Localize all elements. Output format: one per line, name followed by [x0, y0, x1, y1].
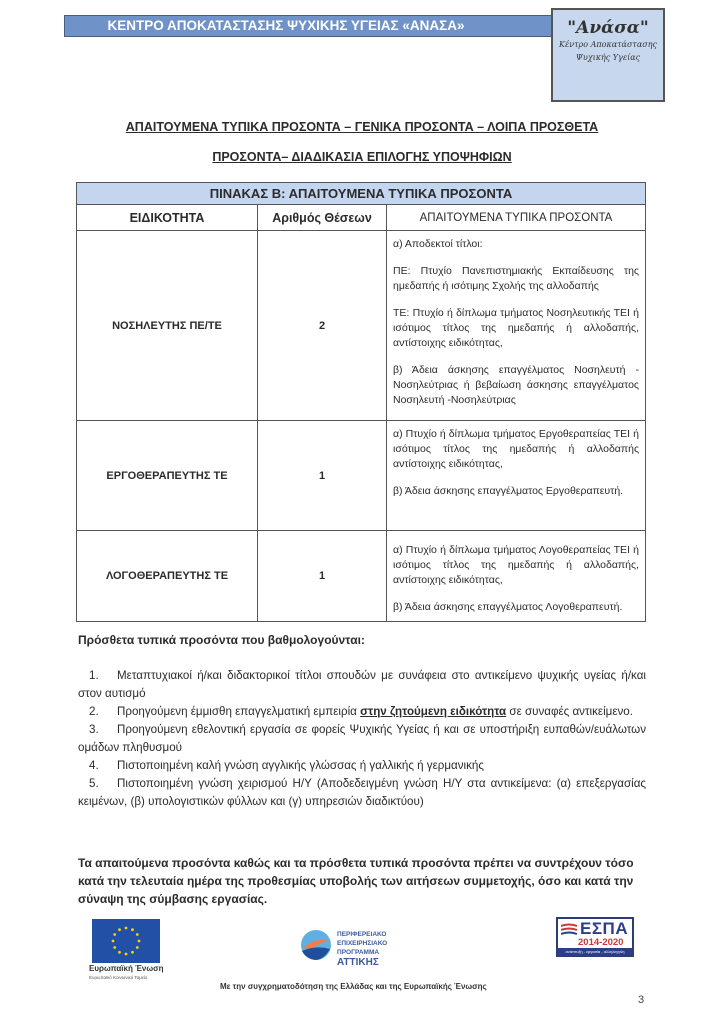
list-number: 1.	[89, 669, 99, 682]
list-text-emphasis: στην ζητούμενη ειδικότητα	[360, 705, 507, 718]
specialty-cell: ΝΟΣΗΛΕΥΤΗΣ ΠΕ/ΤΕ	[77, 231, 258, 421]
list-text: σε συναφές αντικείμενο.	[506, 705, 633, 718]
espa-title: ΕΣΠΑ	[580, 919, 629, 938]
positions-cell: 1	[258, 421, 387, 531]
banner-title: ΚΕΝΤΡΟ ΑΠΟΚΑΤΑΣΤΑΣΗΣ ΨΥΧΙΚΗΣ ΥΓΕΙΑΣ «ΑΝΑΣΑ»	[107, 18, 465, 33]
list-text: Πιστοποιημένη γνώση χειρισμού Η/Υ (Αποδεδειγμένη γνώση Η/Υ στα αντικείμενα: (α) επεξεργασίας κειμένων, (β) υπολογιστικών φύλλων και (γ) υπηρεσιών διαδικτύου)	[78, 777, 646, 808]
page-number: 3	[638, 994, 645, 1006]
header-banner	[64, 15, 552, 37]
column-header-specialty: ΕΙΔΙΚΟΤΗΤΑ	[77, 205, 258, 231]
positions-cell: 1	[258, 531, 387, 622]
list-item	[78, 721, 646, 757]
espa-logo	[556, 917, 634, 957]
requirements-table	[76, 182, 646, 622]
table-caption: ΠΙΝΑΚΑΣ Β: ΑΠΑΙΤΟΥΜΕΝΑ ΤΥΠΙΚΑ ΠΡΟΣΟΝΤΑ	[77, 183, 646, 205]
requirement-text: β) Άδεια άσκησης επαγγέλματος Λογοθεραπευτή.	[393, 601, 623, 613]
logo-name: "Ανάσα"	[567, 18, 649, 38]
eu-flag-icon	[92, 919, 160, 963]
requirement-text: ΤΕ: Πτυχίο ή δίπλωμα τμήματος Νοσηλευτικής ΤΕΙ ή ισότιμος τίτλος της ημεδαπής ή αλλοδαπής, αντίστοιχης ειδικότητας,	[393, 307, 639, 349]
pep-attica-logo-icon	[298, 927, 334, 968]
pep-line-2: ΕΠΙΧΕΙΡΗΣΙΑΚΟ	[337, 940, 388, 947]
logo-line-1: Κέντρο Αποκατάστασης	[559, 40, 657, 49]
list-number: 3.	[89, 723, 99, 736]
footer-text: Με την συγχρηματοδότηση της Ελλάδας και της Ευρωπαϊκής Ένωσης	[220, 982, 487, 991]
list-text: Προηγούμενη έμμισθη επαγγελματική εμπειρία	[117, 705, 361, 718]
logo-line-2: Ψυχικής Υγείας	[575, 53, 641, 62]
list-item	[78, 757, 646, 775]
anasa-logo	[551, 8, 665, 102]
column-header-positions: Αριθμός Θέσεων	[258, 205, 387, 231]
requirement-text: β) Άδεια άσκησης επαγγέλματος Εργοθεραπευτή.	[393, 485, 624, 497]
pep-line-4: ΑΤΤΙΚΗΣ	[337, 957, 379, 968]
positions-cell: 2	[258, 231, 387, 421]
requirements-cell	[387, 531, 646, 622]
requirements-cell	[387, 231, 646, 421]
list-number: 4.	[89, 759, 99, 772]
list-text: Πιστοποιημένη καλή γνώση αγγλικής γλώσσας ή γαλλικής ή γερμανικής	[117, 759, 484, 772]
pep-line-1: ΠΕΡΙΦΕΡΕΙΑΚΟ	[337, 931, 387, 938]
page-title-line-1: ΑΠΑΙΤΟΥΜΕΝΑ ΤΥΠΙΚΑ ΠΡΟΣΟΝΤΑ – ΓΕΝΙΚΑ ΠΡΟΣΟΝΤΑ – ΛΟΙΠΑ ΠΡΟΣΘΕΤΑ	[125, 120, 599, 134]
page-title-line-2: ΠΡΟΣΟΝΤΑ– ΔΙΑΔΙΚΑΣΙΑ ΕΠΙΛΟΓΗΣ ΥΠΟΨΗΦΙΩΝ	[212, 150, 512, 164]
extra-qualifications-list	[78, 667, 646, 811]
eu-caption: Ευρωπαϊκή Ένωση	[89, 964, 164, 973]
table-row	[77, 421, 646, 531]
closing-paragraph: Τα απαιτούμενα προσόντα καθώς και τα πρόσθετα τυπικά προσόντα πρέπει να συντρέχουν τόσο κατά την τελευταία ημέρα της προθεσμίας υποβολής των αιτήσεων συμμετοχής, όσο και κατά την σύναψη της σύμβασης εργασίας.	[78, 856, 634, 906]
list-text: Προηγούμενη εθελοντική εργασία σε φορείς Ψυχικής Υγείας ή και σε υποστήριξη ευπαθών/ευάλωτων ομάδων πληθυσμού	[78, 723, 646, 754]
list-item	[78, 667, 646, 703]
requirement-text: ΠΕ: Πτυχίο Πανεπιστημιακής Εκπαίδευσης της ημεδαπής ή ισότιμης Σχολής της αλλοδαπής	[393, 265, 639, 292]
espa-tagline: ανάπτυξη - εργασία - αλληλεγγύη	[558, 948, 632, 955]
pep-line-3: ΠΡΟΓΡΑΜΜΑ	[337, 949, 380, 956]
requirement-text: α) Αποδεκτοί τίτλοι:	[393, 238, 483, 250]
eu-subcaption: Ευρωπαϊκό Κοινωνικό Ταμείο	[89, 975, 148, 980]
table-header-row	[77, 205, 646, 231]
list-item	[78, 775, 646, 811]
specialty-cell: ΛΟΓΟΘΕΡΑΠΕΥΤΗΣ ΤΕ	[77, 531, 258, 622]
list-number: 2.	[89, 705, 99, 718]
list-number: 5.	[89, 777, 99, 790]
specialty-cell: ΕΡΓΟΘΕΡΑΠΕΥΤΗΣ ΤΕ	[77, 421, 258, 531]
column-header-requirements: ΑΠΑΙΤΟΥΜΕΝΑ ΤΥΠΙΚΑ ΠΡΟΣΟΝΤΑ	[387, 205, 646, 231]
requirement-text: α) Πτυχίο ή δίπλωμα τμήματος Λογοθεραπείας ΤΕΙ ή ισότιμος τίτλος της ημεδαπής ή αλλοδαπής, αντίστοιχης ειδικότητας,	[393, 544, 639, 586]
table-row	[77, 231, 646, 421]
list-text: Μεταπτυχιακοί ή/και διδακτορικοί τίτλοι σπουδών με συνάφεια στο αντικείμενο ψυχικής υγείας ή/και στον αυτισμό	[78, 669, 646, 700]
requirements-cell	[387, 421, 646, 531]
espa-years: 2014-2020	[578, 937, 624, 948]
requirement-text: β) Άδεια άσκησης επαγγέλματος Νοσηλευτή - Νοσηλεύτριας ή βεβαίωση άσκησης επαγγέλματος Νοσηλευτή -Νοσηλεύτριας	[393, 364, 639, 406]
pep-attica-text	[337, 930, 387, 969]
espa-waves-icon	[561, 923, 578, 939]
extra-qualifications-heading: Πρόσθετα τυπικά προσόντα που βαθμολογούνται:	[78, 633, 365, 647]
table-row	[77, 531, 646, 622]
list-item	[78, 703, 646, 721]
requirement-text: α) Πτυχίο ή δίπλωμα τμήματος Εργοθεραπείας ΤΕΙ ή ισότιμος τίτλος της ημεδαπής ή αλλοδαπής αντίστοιχης ειδικότητας,	[393, 428, 639, 470]
